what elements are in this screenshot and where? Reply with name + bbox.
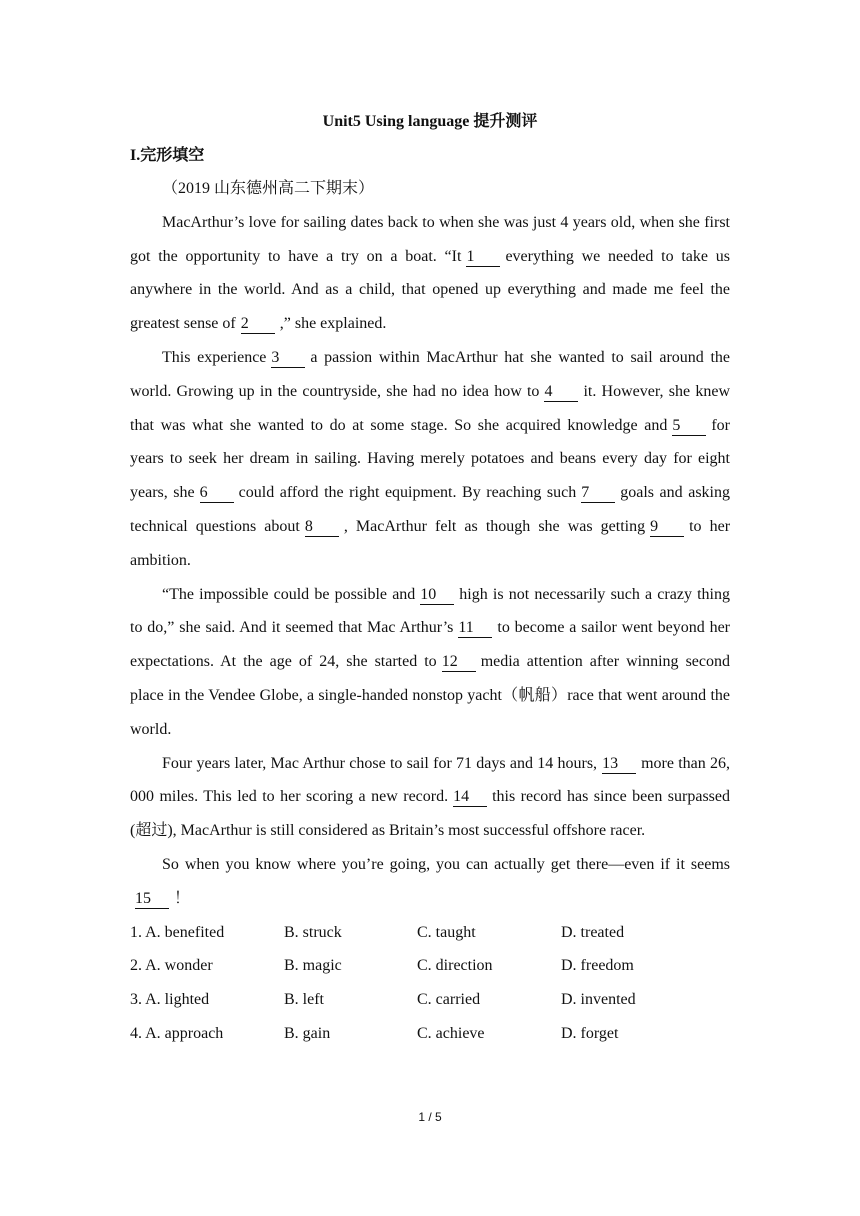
blank-13: 13 [602,755,636,774]
blank-15: 15 [135,890,169,909]
option-b: B. gain [284,1024,331,1042]
option-b: B. left [284,991,324,1009]
option-a: 4. A. approach [130,1024,224,1042]
options-list [130,916,730,1051]
text-run: media attention after winning second place in the Vendee Globe, a single-handed nonstop yacht（帆船）race that went around the world. [130,653,730,738]
paragraph-4 [130,747,730,848]
text-run: to become a sailor went beyond her expectations. At the age of 24, she started to [130,619,730,671]
text-run: for years to seek her dream in sailing. Having merely potatoes and beans every day for eight years, she [130,416,730,502]
text-run: ！ [174,889,191,907]
blank-5: 5 [672,417,706,436]
text-run: MacArthur’s love for sailing dates back to when she was just 4 years old, when she first got the opportunity to have a try on a boat. “It [130,213,730,265]
page-number: 1 / 5 [418,1110,442,1124]
paragraph-3 [130,578,730,747]
blank-14: 14 [453,788,487,807]
option-b: B. magic [284,957,342,975]
option-c: C. achieve [417,1024,485,1042]
option-d: D. treated [561,923,625,941]
blank-3: 3 [271,349,305,368]
paragraph-1 [130,206,730,341]
option-d: D. forget [561,1024,619,1042]
option-c: C. taught [417,923,476,941]
text-run: it. However, she knew that was what she wanted to do at some stage. So she acquired knowledge and [130,382,730,434]
blank-2: 2 [241,315,275,334]
blank-8: 8 [305,518,339,537]
text-run: to her ambition. [130,517,731,569]
option-b: B. struck [284,923,342,941]
option-row-1 [130,916,730,950]
blank-1: 1 [466,248,500,267]
paragraph-5 [130,848,730,916]
blank-10: 10 [420,586,454,605]
paragraph-2 [130,341,730,578]
blank-12: 12 [442,653,476,672]
text-run: could afford the right equipment. By reaching such [238,484,577,502]
text-run: more than 26, 000 miles. This led to her scoring a new record. [130,754,731,806]
blank-4: 4 [544,383,578,402]
text-run: everything we needed to take us anywhere in the world. And as a child, that opened up everything and made me feel the greatest sense of [130,247,731,333]
option-c: C. direction [417,957,493,975]
text-run: goals and asking technical questions about [130,484,730,535]
option-d: D. invented [561,991,636,1009]
text-run: “The impossible could be possible and [162,585,416,603]
text-run: This experience [162,348,267,366]
text-run: a passion within MacArthur hat she wanted to sail around the world. Growing up in the countryside, she had no idea how to [130,348,730,400]
blank-9: 9 [650,518,684,537]
text-run: this record has since been surpassed (超过), MacArthur is still considered as Britain’s most successful offshore racer. [130,788,731,840]
source-line: （2019 山东德州高二下期末） [162,180,375,197]
option-row-2 [130,949,730,983]
blank-11: 11 [458,619,492,638]
option-c: C. carried [417,991,481,1009]
option-d: D. freedom [561,957,634,975]
page-title: Unit5 Using language 提升测评 [322,113,538,130]
option-a: 3. A. lighted [130,991,210,1009]
option-a: 1. A. benefited [130,923,225,941]
option-row-4 [130,1017,730,1051]
text-run: , MacArthur felt as though she was getting [343,517,646,535]
blank-7: 7 [581,484,615,503]
blank-6: 6 [200,484,234,503]
option-row-3 [130,983,730,1017]
text-run: high is not necessarily such a crazy thing to do,” she said. And it seemed that Mac Arthur’s [130,585,730,637]
option-a: 2. A. wonder [130,957,213,975]
text-run: ,” she explained. [279,315,387,333]
section-heading: I.完形填空 [130,147,205,164]
text-run: Four years later, Mac Arthur chose to sail for 71 days and 14 hours, [162,754,598,772]
text-run: So when you know where you’re going, you can actually get there—even if it seems [162,855,730,873]
passage-body [130,172,730,1051]
